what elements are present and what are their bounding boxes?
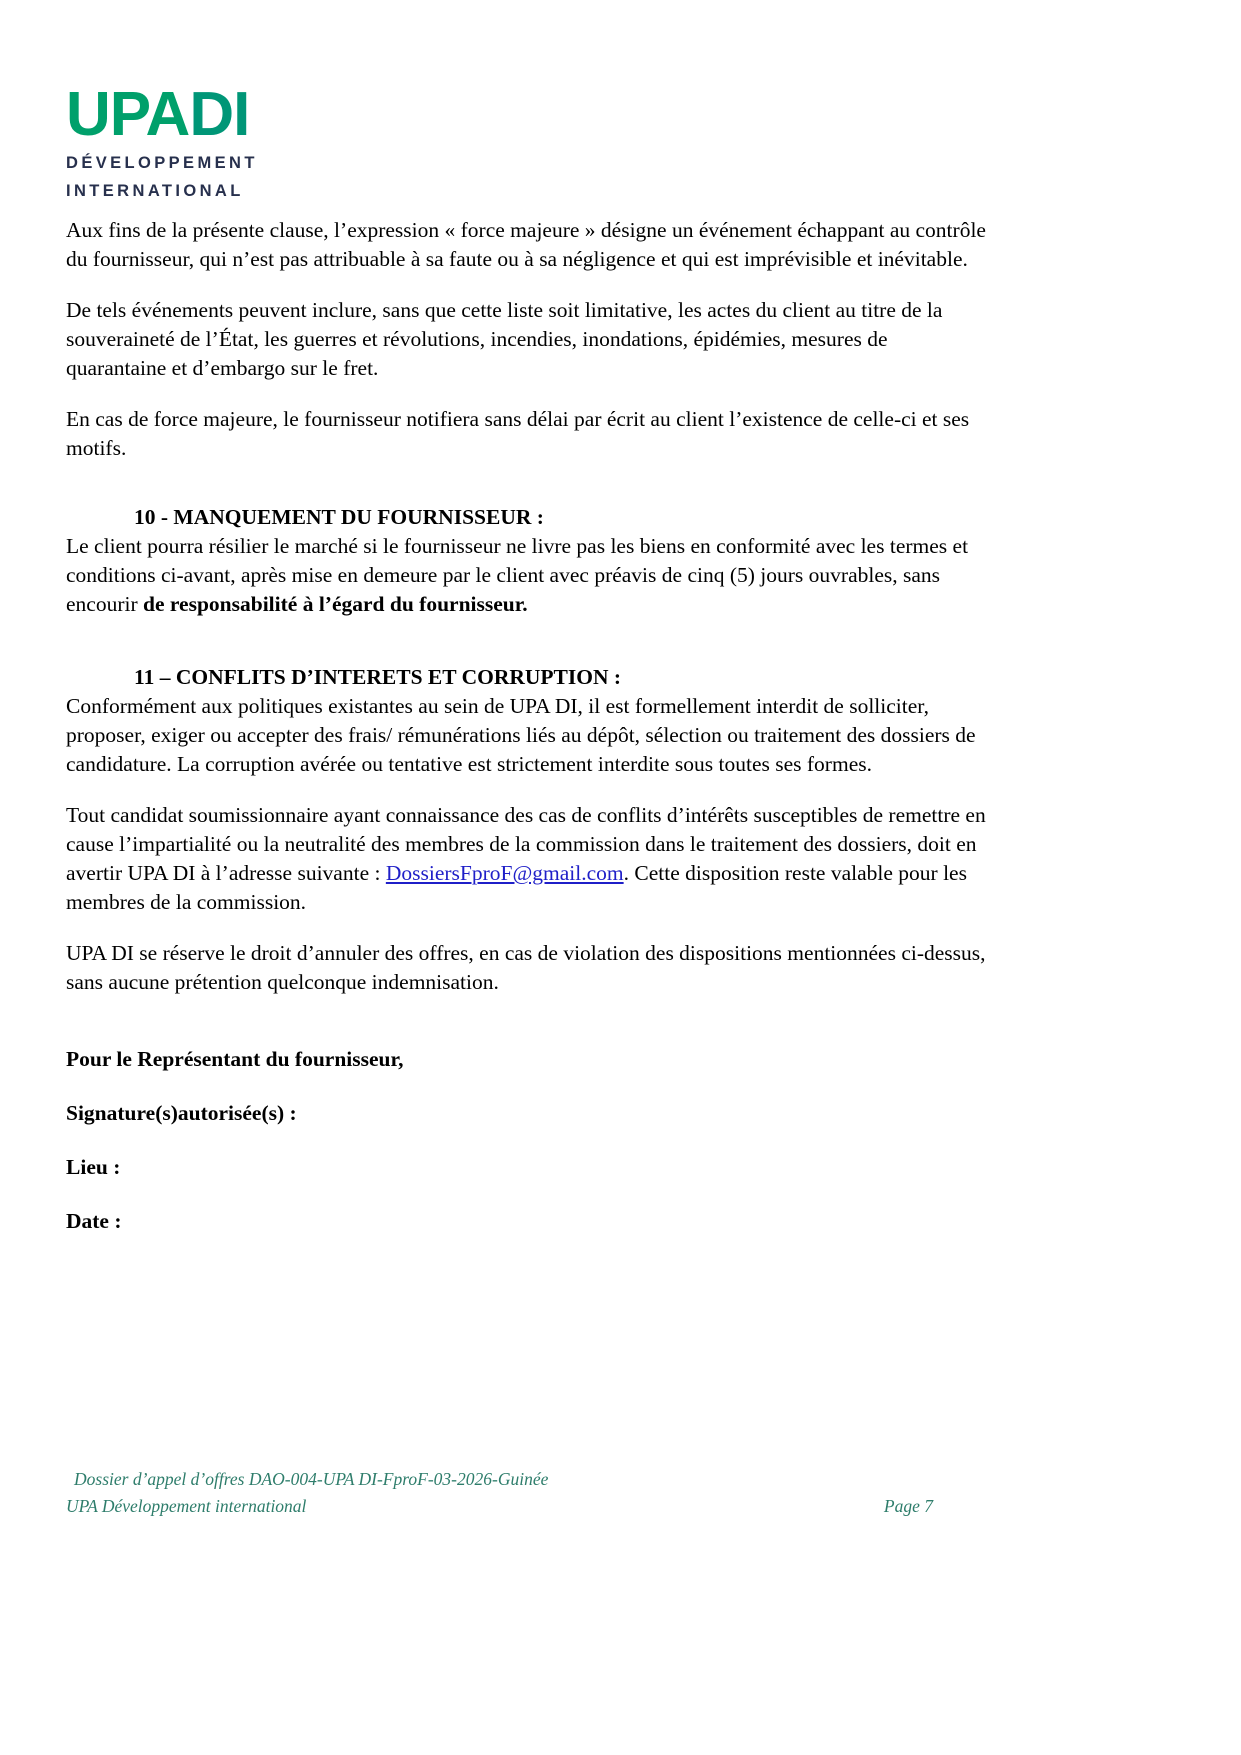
- logo-subtitle-developpement: DÉVELOPPEMENT: [66, 154, 258, 172]
- spacer: [66, 1019, 991, 1045]
- paragraph-conflict-of-interest: [66, 801, 991, 917]
- page-footer: [66, 1466, 991, 1520]
- spacer: [66, 485, 991, 503]
- signature-label-date: Date :: [66, 1209, 122, 1233]
- email-link-dossiersfprof[interactable]: DossiersFproF@gmail.com: [385, 861, 624, 885]
- footer-document-reference: Dossier d’appel d’offres DAO-004-UPA DI-FproF-03-2026-Guinée: [74, 1469, 549, 1489]
- paragraph-section-10: [66, 532, 991, 619]
- paragraph-conflict-text-before: Tout candidat soumissionnaire ayant connaissance des cas de conflits d’intérêts susceptibles de remettre en cause l’impartialité ou la neutralité des membres de la commission dans le traitement des dossiers, doit en avertir UPA DI à l’adresse suivante :: [66, 803, 986, 885]
- logo-upa-text: UPA: [66, 80, 190, 149]
- signature-label-authorized-signature: Signature(s)autorisée(s) :: [66, 1101, 297, 1125]
- signature-label-place: Lieu :: [66, 1155, 121, 1179]
- spacer: [66, 641, 991, 663]
- footer-organization-name: UPA Développement international: [66, 1496, 307, 1516]
- logo-wordmark: [66, 80, 366, 149]
- paragraph-force-majeure-notification: En cas de force majeure, le fournisseur notifiera sans délai par écrit au client l’existence de celle-ci et ses motifs.: [66, 407, 970, 460]
- footer-bottom-row: [66, 1493, 991, 1520]
- paragraph-cancellation-rights: UPA DI se réserve le droit d’annuler des offres, en cas de violation des dispositions mentionnées ci-dessus, sans aucune prétention quelconque indemnisation.: [66, 941, 986, 994]
- paragraph-section-10-bold: de responsabilité à l’égard du fournisseur.: [143, 592, 528, 616]
- footer-page-number: Page 7: [883, 1496, 933, 1516]
- document-body: [66, 216, 991, 1261]
- paragraph-force-majeure-definition: Aux fins de la présente clause, l’expression « force majeure » désigne un événement échappant au contrôle du fournisseur, qui n’est pas attribuable à sa faute ou à sa négligence et qui est imprévisible et inévitable.: [66, 218, 986, 271]
- logo-subtitle-international: INTERNATIONAL: [66, 182, 244, 200]
- paragraph-conflict-text-after: . Cette disposition reste valable pour les membres de la commission.: [66, 861, 967, 914]
- signature-label-representative: Pour le Représentant du fournisseur,: [66, 1047, 404, 1071]
- logo-di-text: DI: [189, 80, 250, 149]
- paragraph-section-10-text: Le client pourra résilier le marché si le fournisseur ne livre pas les biens en conformité avec les termes et conditions ci-avant, après mise en demeure par le client avec préavis de cinq (5) jours ouvrables, sans encourir: [66, 534, 969, 616]
- upadi-logo: [66, 80, 366, 202]
- paragraph-section-11-policies: Conformément aux politiques existantes au sein de UPA DI, il est formellement interdit de solliciter, proposer, exiger ou accepter des frais/ rémunérations liés au dépôt, sélection ou traitement des dossiers de candidature. La corruption avérée ou tentative est strictement interdite sous toutes ses formes.: [66, 694, 976, 776]
- paragraph-force-majeure-examples: De tels événements peuvent inclure, sans que cette liste soit limitative, les actes du client au titre de la souveraineté de l’État, les guerres et révolutions, incendies, inondations, épidémies, mesures de quarantaine et d’embargo sur le fret.: [66, 298, 943, 380]
- heading-section-11: 11 – CONFLITS D’INTERETS ET CORRUPTION :: [134, 665, 622, 689]
- heading-section-10: 10 - MANQUEMENT DU FOURNISSEUR :: [134, 505, 544, 529]
